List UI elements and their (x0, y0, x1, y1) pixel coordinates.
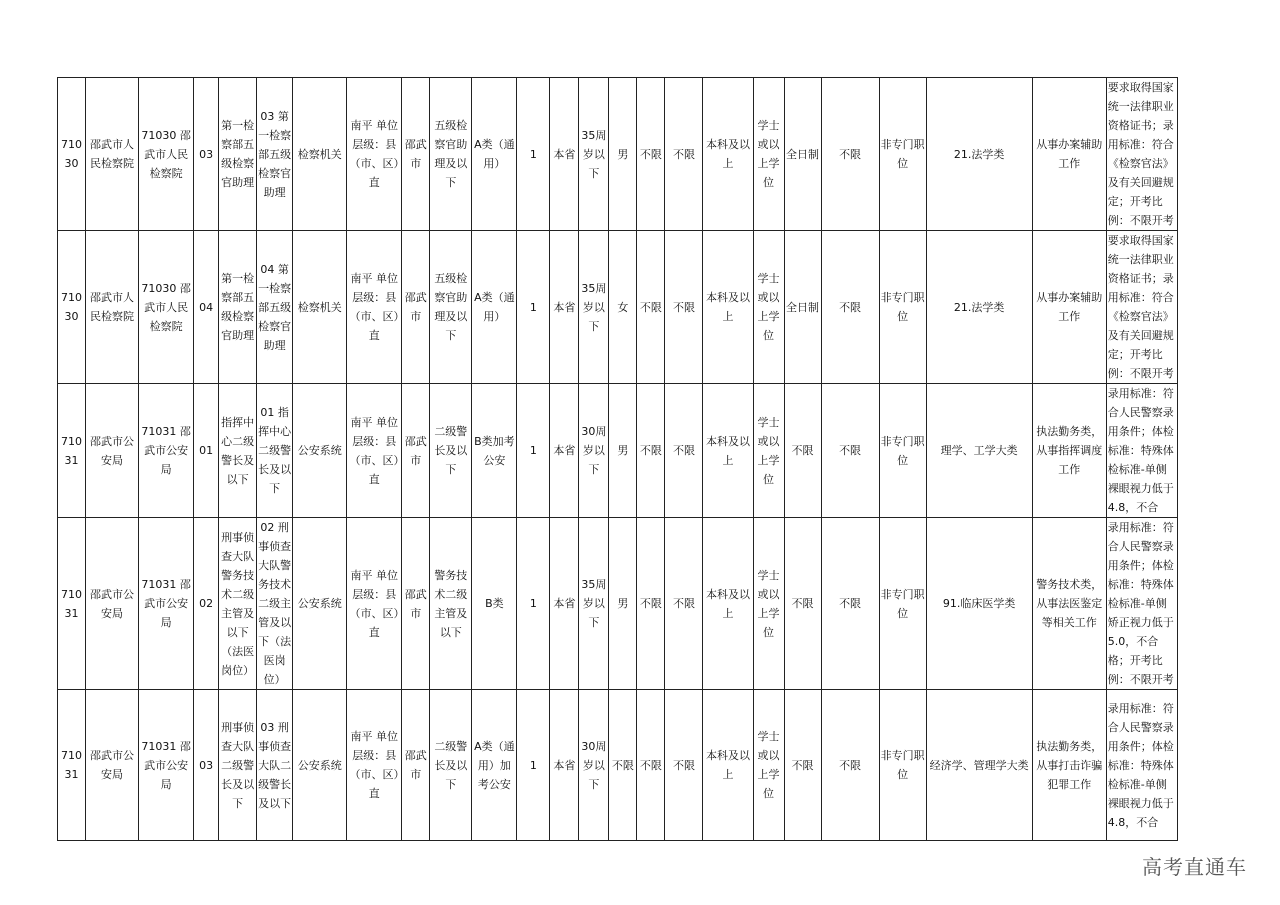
cell-unit: 邵武市人民检察院 (86, 78, 139, 231)
cell-rank: 五级检察官助理及以下 (430, 78, 472, 231)
cell-politics: 不限 (665, 384, 703, 518)
cell-count: 1 (517, 690, 550, 841)
cell-politics: 不限 (665, 231, 703, 384)
cell-edu: 本科及以上 (703, 690, 753, 841)
cell-ethnic: 不限 (637, 384, 665, 518)
cell-dept: 71031 邵武市公安局 (139, 690, 194, 841)
cell-rank: 二级警长及以下 (430, 690, 472, 841)
cell-gender: 女 (609, 231, 637, 384)
cell-study: 不限 (784, 690, 821, 841)
cell-ethnic: 不限 (637, 78, 665, 231)
cell-pos-full: 02 刑事侦查大队警务技术二级主管及以下（法医岗位） (257, 518, 293, 690)
cell-code: 71031 (58, 690, 86, 841)
cell-system: 公安系统 (293, 384, 347, 518)
cell-edu: 本科及以上 (703, 231, 753, 384)
cell-count: 1 (517, 384, 550, 518)
cell-remark: 要求取得国家统一法律职业资格证书；录用标准：符合《检察官法》及有关回避规定；开考比例：不限开考 (1106, 78, 1177, 231)
cell-pos-no: 03 (194, 78, 219, 231)
cell-ethnic: 不限 (637, 690, 665, 841)
cell-ethnic: 不限 (637, 231, 665, 384)
cell-dept: 71031 邵武市公安局 (139, 384, 194, 518)
cell-duty: 执法勤务类，从事指挥调度工作 (1032, 384, 1106, 518)
cell-age: 30周岁以下 (579, 690, 609, 841)
cell-county: 邵武市 (402, 78, 430, 231)
cell-county: 邵武市 (402, 231, 430, 384)
cell-special: 非专门职位 (879, 518, 926, 690)
cell-special: 非专门职位 (879, 384, 926, 518)
cell-level: 南平 单位层级：县（市、区）直 (347, 518, 402, 690)
cell-age: 35周岁以下 (579, 231, 609, 384)
cell-level: 南平 单位层级：县（市、区）直 (347, 384, 402, 518)
cell-age: 35周岁以下 (579, 518, 609, 690)
cell-county: 邵武市 (402, 384, 430, 518)
cell-unit: 邵武市人民检察院 (86, 231, 139, 384)
cell-origin: 本省 (550, 78, 579, 231)
cell-rank: 警务技术二级主管及以下 (430, 518, 472, 690)
cell-level: 南平 单位层级：县（市、区）直 (347, 231, 402, 384)
cell-duty: 执法勤务类，从事打击诈骗犯罪工作 (1032, 690, 1106, 841)
cell-origin: 本省 (550, 384, 579, 518)
cell-age: 30周岁以下 (579, 384, 609, 518)
cell-pos-no: 03 (194, 690, 219, 841)
cell-ethnic: 不限 (637, 518, 665, 690)
cell-major: 91.临床医学类 (926, 518, 1032, 690)
cell-study: 不限 (784, 518, 821, 690)
cell-edu: 本科及以上 (703, 78, 753, 231)
cell-code: 71031 (58, 384, 86, 518)
cell-experience: 不限 (821, 518, 879, 690)
cell-system: 公安系统 (293, 690, 347, 841)
cell-degree: 学士或以上学位 (753, 78, 784, 231)
cell-unit: 邵武市公安局 (86, 384, 139, 518)
cell-remark: 要求取得国家统一法律职业资格证书；录用标准：符合《检察官法》及有关回避规定；开考比例：不限开考 (1106, 231, 1177, 384)
cell-exam-cat: A类（通用）加考公安 (472, 690, 517, 841)
cell-degree: 学士或以上学位 (753, 690, 784, 841)
cell-remark: 录用标准：符合人民警察录用条件；体检标准：特殊体检标准-单侧裸眼视力低于4.8，不合 (1106, 384, 1177, 518)
cell-experience: 不限 (821, 78, 879, 231)
cell-count: 1 (517, 518, 550, 690)
cell-major: 经济学、管理学大类 (926, 690, 1032, 841)
cell-level: 南平 单位层级：县（市、区）直 (347, 690, 402, 841)
cell-pos-name: 刑事侦查大队二级警长及以下 (219, 690, 257, 841)
cell-pos-name: 指挥中心二级警长及以下 (219, 384, 257, 518)
cell-duty: 从事办案辅助工作 (1032, 78, 1106, 231)
cell-origin: 本省 (550, 518, 579, 690)
cell-pos-no: 01 (194, 384, 219, 518)
cell-gender: 男 (609, 384, 637, 518)
cell-level: 南平 单位层级：县（市、区）直 (347, 78, 402, 231)
cell-gender: 不限 (609, 690, 637, 841)
table-row (58, 231, 1178, 384)
cell-pos-full: 03 刑事侦查大队二级警长及以下 (257, 690, 293, 841)
cell-pos-full: 01 指挥中心二级警长及以下 (257, 384, 293, 518)
cell-edu: 本科及以上 (703, 384, 753, 518)
cell-degree: 学士或以上学位 (753, 518, 784, 690)
cell-remark: 录用标准：符合人民警察录用条件；体检标准：特殊体检标准-单侧矫正视力低于5.0，不合格；开考比例：不限开考 (1106, 518, 1177, 690)
table-row (58, 518, 1178, 690)
cell-code: 71030 (58, 231, 86, 384)
cell-major: 21.法学类 (926, 78, 1032, 231)
cell-system: 检察机关 (293, 231, 347, 384)
cell-pos-name: 刑事侦查大队警务技术二级主管及以下（法医岗位） (219, 518, 257, 690)
cell-politics: 不限 (665, 690, 703, 841)
cell-pos-no: 02 (194, 518, 219, 690)
cell-exam-cat: B类加考公安 (472, 384, 517, 518)
cell-dept: 71030 邵武市人民检察院 (139, 78, 194, 231)
table-row (58, 384, 1178, 518)
cell-study: 全日制 (784, 231, 821, 384)
cell-county: 邵武市 (402, 690, 430, 841)
position-table (57, 77, 1178, 841)
cell-system: 公安系统 (293, 518, 347, 690)
cell-degree: 学士或以上学位 (753, 384, 784, 518)
cell-code: 71031 (58, 518, 86, 690)
cell-pos-full: 03 第一检察部五级检察官助理 (257, 78, 293, 231)
cell-exam-cat: A类（通用） (472, 78, 517, 231)
cell-study: 全日制 (784, 78, 821, 231)
cell-exam-cat: A类（通用） (472, 231, 517, 384)
cell-unit: 邵武市公安局 (86, 518, 139, 690)
cell-origin: 本省 (550, 690, 579, 841)
cell-special: 非专门职位 (879, 78, 926, 231)
cell-pos-name: 第一检察部五级检察官助理 (219, 78, 257, 231)
cell-code: 71030 (58, 78, 86, 231)
cell-remark: 录用标准：符合人民警察录用条件；体检标准：特殊体检标准-单侧裸眼视力低于4.8，不合 (1106, 690, 1177, 841)
watermark-text: 高考直通车 (1142, 855, 1247, 879)
cell-origin: 本省 (550, 231, 579, 384)
cell-rank: 二级警长及以下 (430, 384, 472, 518)
cell-major: 理学、工学大类 (926, 384, 1032, 518)
table-row (58, 690, 1178, 841)
cell-pos-full: 04 第一检察部五级检察官助理 (257, 231, 293, 384)
cell-degree: 学士或以上学位 (753, 231, 784, 384)
cell-exam-cat: B类 (472, 518, 517, 690)
cell-duty: 从事办案辅助工作 (1032, 231, 1106, 384)
cell-study: 不限 (784, 384, 821, 518)
cell-special: 非专门职位 (879, 690, 926, 841)
cell-rank: 五级检察官助理及以下 (430, 231, 472, 384)
cell-gender: 男 (609, 518, 637, 690)
cell-count: 1 (517, 231, 550, 384)
cell-experience: 不限 (821, 690, 879, 841)
cell-politics: 不限 (665, 518, 703, 690)
cell-unit: 邵武市公安局 (86, 690, 139, 841)
cell-age: 35周岁以下 (579, 78, 609, 231)
cell-system: 检察机关 (293, 78, 347, 231)
cell-count: 1 (517, 78, 550, 231)
cell-county: 邵武市 (402, 518, 430, 690)
cell-politics: 不限 (665, 78, 703, 231)
cell-gender: 男 (609, 78, 637, 231)
cell-edu: 本科及以上 (703, 518, 753, 690)
cell-experience: 不限 (821, 231, 879, 384)
cell-pos-no: 04 (194, 231, 219, 384)
cell-experience: 不限 (821, 384, 879, 518)
cell-pos-name: 第一检察部五级检察官助理 (219, 231, 257, 384)
cell-special: 非专门职位 (879, 231, 926, 384)
table-row (58, 78, 1178, 231)
cell-dept: 71031 邵武市公安局 (139, 518, 194, 690)
cell-duty: 警务技术类，从事法医鉴定等相关工作 (1032, 518, 1106, 690)
cell-major: 21.法学类 (926, 231, 1032, 384)
cell-dept: 71030 邵武市人民检察院 (139, 231, 194, 384)
